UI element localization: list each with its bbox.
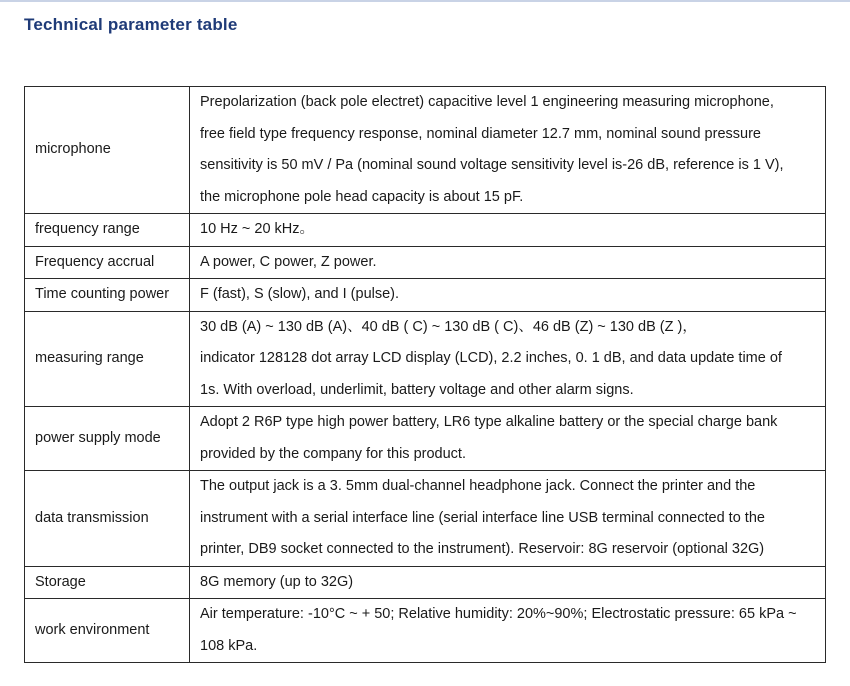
table-row	[25, 566, 826, 599]
table-row	[25, 311, 826, 407]
value-line: free field type frequency response, nominal diameter 12.7 mm, nominal sound pressure	[200, 125, 761, 142]
param-name: Storage	[25, 566, 190, 599]
value-line: A power, C power, Z power.	[200, 253, 377, 270]
table-row	[25, 87, 826, 214]
table-row	[25, 246, 826, 279]
value-line: 8G memory (up to 32G)	[200, 573, 354, 590]
value-line: the microphone pole head capacity is about 15 pF.	[200, 188, 524, 205]
table-row	[25, 407, 826, 471]
param-name: Time counting power	[25, 279, 190, 312]
param-value	[190, 407, 826, 471]
page-title: Technical parameter table	[24, 15, 238, 34]
param-value	[190, 214, 826, 247]
table-row	[25, 279, 826, 312]
value-line: 30 dB (A) ~ 130 dB (A)、40 dB ( C) ~ 130 dB ( C)、46 dB (Z) ~ 130 dB (Z )，	[200, 318, 697, 335]
param-value	[190, 279, 826, 312]
param-value	[190, 471, 826, 567]
param-value	[190, 599, 826, 663]
param-name: frequency range	[25, 214, 190, 247]
param-value	[190, 566, 826, 599]
value-line: F (fast), S (slow), and I (pulse).	[200, 286, 400, 302]
value-line: 108 kPa.	[200, 637, 258, 654]
value-line: The output jack is a 3. 5mm dual-channel headphone jack. Connect the printer and the	[200, 478, 756, 494]
param-value	[190, 246, 826, 279]
value-line: 10 Hz ~ 20 kHz。	[200, 221, 315, 237]
value-line: sensitivity is 50 mV / Pa (nominal sound voltage sensitivity level is-26 dB, reference is 1 V),	[200, 157, 784, 173]
param-value	[190, 311, 826, 407]
param-name: Frequency accrual	[25, 246, 190, 279]
param-name: microphone	[25, 87, 190, 214]
top-rule	[0, 0, 850, 2]
param-name: measuring range	[25, 311, 190, 407]
param-name: data transmission	[25, 471, 190, 567]
value-line: indicator 128128 dot array LCD display (LCD), 2.2 inches, 0. 1 dB, and data update time of	[200, 350, 782, 366]
value-line: Adopt 2 R6P type high power battery, LR6 type alkaline battery or the special charge bank	[200, 414, 778, 430]
param-value	[190, 87, 826, 214]
value-line: 1s. With overload, underlimit, battery voltage and other alarm signs.	[200, 381, 634, 398]
value-line: Air temperature: -10°C ~ + 50; Relative humidity: 20%~90%; Electrostatic pressure: 65 kPa ~	[200, 606, 797, 622]
table-row	[25, 214, 826, 247]
table-row	[25, 471, 826, 567]
table-row	[25, 599, 826, 663]
parameter-table	[24, 86, 826, 663]
param-name: power supply mode	[25, 407, 190, 471]
param-name: work environment	[25, 599, 190, 663]
value-line: instrument with a serial interface line (serial interface line USB terminal connected to the	[200, 509, 765, 526]
value-line: provided by the company for this product.	[200, 445, 466, 462]
value-line: Prepolarization (back pole electret) capacitive level 1 engineering measuring microphone,	[200, 94, 774, 110]
value-line: printer, DB9 socket connected to the instrument). Reservoir: 8G reservoir (optional 32G)	[200, 541, 765, 557]
